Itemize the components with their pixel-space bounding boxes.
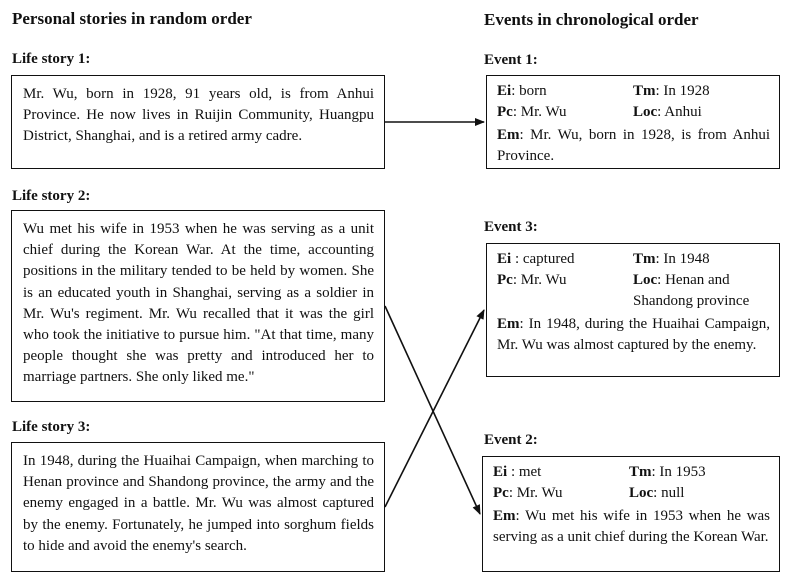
event-1-label: Event 1: bbox=[484, 52, 538, 68]
event-1-ei-key: Ei bbox=[497, 83, 512, 99]
event-3-tm-value: : In 1948 bbox=[655, 251, 710, 267]
left-heading: Personal stories in random order bbox=[12, 9, 252, 28]
life-story-2-text: Wu met his wife in 1953 when he was serving as a unit chief during the Korean War. At the time, accounting positions in the military tended to be held by women. She is an educated youth in Shanghai, serving as a soldier in Mr. Wu's regiment. Mr. Wu recalled that it was the girl who took the initiative to pursue him. "At that time, many people thought she was pretty and introduced her to marriage partners. She only liked me." bbox=[23, 221, 374, 386]
event-2-label: Event 2: bbox=[484, 432, 538, 448]
event-1-pc-key: Pc bbox=[497, 104, 513, 120]
event-3-pc-value: : Mr. Wu bbox=[512, 272, 567, 288]
event-3-tm-key: Tm bbox=[633, 251, 656, 267]
event-1-loc-value: : Anhui bbox=[657, 104, 702, 120]
event-2-pc-value: : Mr. Wu bbox=[508, 485, 563, 501]
life-story-1-label: Life story 1: bbox=[12, 51, 91, 67]
event-2-em-value: : Wu met his wife in 1953 when he was serving as a unit chief during the Korean War. bbox=[493, 508, 770, 545]
event-2-loc-key: Loc bbox=[629, 485, 654, 501]
event-1-loc-key: Loc bbox=[633, 104, 658, 120]
event-2-loc-value: : null bbox=[653, 485, 685, 501]
life-story-1-text: Mr. Wu, born in 1928, 91 years old, is from Anhui Province. He now lives in Ruijin Community, Huangpu District, Shanghai, and is a retired army cadre. bbox=[23, 86, 374, 145]
event-2-ei-value: : met bbox=[507, 464, 542, 480]
event-3-em-key: Em bbox=[497, 316, 520, 332]
arrow-story2-to-event2 bbox=[385, 306, 480, 514]
event-3-loc-value: : Henan and Shandong province bbox=[633, 272, 750, 309]
event-3-ei-value: : captured bbox=[511, 251, 575, 267]
event-1-tm-value: : In 1928 bbox=[655, 83, 710, 99]
event-1-em-value: : Mr. Wu, born in 1928, is from Anhui Province. bbox=[497, 127, 770, 164]
event-1-ei-value: : born bbox=[511, 83, 547, 99]
event-3-loc-key: Loc bbox=[633, 272, 658, 288]
event-2-em-key: Em bbox=[493, 508, 516, 524]
life-story-3-label: Life story 3: bbox=[12, 419, 91, 435]
right-heading: Events in chronological order bbox=[484, 10, 699, 29]
event-2-ei-key: Ei bbox=[493, 464, 508, 480]
event-2-tm-value: : In 1953 bbox=[651, 464, 706, 480]
event-2-tm-key: Tm bbox=[629, 464, 652, 480]
event-1-em-key: Em bbox=[497, 127, 520, 143]
event-1-tm-key: Tm bbox=[633, 83, 656, 99]
event-3-ei-key: Ei bbox=[497, 251, 512, 267]
event-3-em-value: : In 1948, during the Huaihai Campaign, Mr. Wu was almost captured by the enemy. bbox=[497, 316, 770, 353]
life-story-3-text: In 1948, during the Huaihai Campaign, when marching to Henan province and Shandong province, the army and the enemy engaged in a battle. Mr. Wu was almost captured by the enemy. Fortunately, he jumped into sorghum fields to hide and avoid the enemy's search. bbox=[23, 453, 374, 554]
event-2-pc-key: Pc bbox=[493, 485, 509, 501]
event-3-label: Event 3: bbox=[484, 219, 538, 235]
life-story-2-label: Life story 2: bbox=[12, 188, 91, 204]
event-1-pc-value: : Mr. Wu bbox=[512, 104, 567, 120]
event-3-pc-key: Pc bbox=[497, 272, 513, 288]
